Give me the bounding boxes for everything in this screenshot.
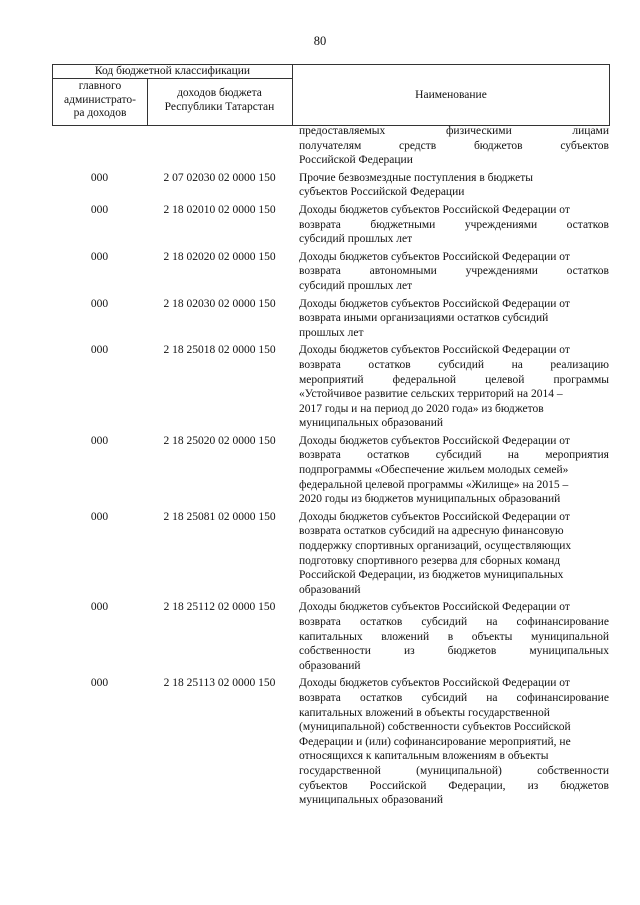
name-word: средств [399, 139, 437, 152]
table-row [52, 171, 612, 200]
income-code-cell: 2 18 25020 02 0000 150 [163, 434, 276, 447]
name-cell [299, 676, 609, 807]
name-line: капитальных вложений в объекты государственной [299, 706, 550, 719]
admin-code-cell: 000 [90, 203, 109, 216]
name-word: мероприятия [545, 449, 609, 462]
name-word: на [486, 691, 498, 704]
table-row [52, 676, 612, 807]
name-word: софинансирование [516, 616, 609, 628]
admin-code-header [52, 78, 148, 126]
name-word: субсидий [421, 616, 468, 628]
name-line: Российской Федерации [299, 154, 413, 167]
name-cell [299, 171, 609, 200]
name-word: предоставляемых [299, 125, 386, 137]
name-line: субсидий прошлых лет [299, 233, 413, 246]
name-line [299, 218, 609, 233]
name-word: получателям [299, 139, 362, 152]
name-cell [299, 600, 609, 673]
name-line [299, 764, 609, 779]
name-line: прошлых лет [299, 326, 364, 339]
name-line: подготовку спортивного резерва для сборных команд [299, 554, 561, 567]
name-word: из [527, 779, 539, 792]
table-row [52, 434, 612, 507]
name-line [299, 139, 609, 154]
page-number: 80 [313, 34, 327, 48]
name-line: Доходы бюджетов субъектов Российской Федерации от [299, 510, 570, 523]
name-cell [299, 124, 609, 168]
name-word: программы [553, 373, 609, 386]
name-word: целевой [485, 373, 525, 386]
name-cell [299, 203, 609, 247]
name-line: Доходы бюджетов субъектов Российской Федерации от [299, 250, 570, 263]
income-code-cell: 2 18 02010 02 0000 150 [163, 203, 276, 216]
name-line [299, 779, 609, 794]
name-word: вложений [381, 630, 430, 643]
budget-classification-header: Код бюджетной классификации [52, 64, 293, 79]
name-word: остатков [368, 358, 411, 371]
name-word: мероприятий [299, 373, 364, 386]
name-word: остатков [359, 616, 403, 628]
name-word: бюджетов [560, 779, 609, 792]
name-word: на [511, 358, 523, 371]
name-cell [299, 250, 609, 294]
table-row [52, 124, 612, 168]
name-word: в [447, 630, 454, 643]
income-code-header [147, 78, 293, 126]
name-line [299, 691, 609, 706]
name-line [299, 124, 609, 139]
name-line [299, 630, 609, 645]
name-word: возврата [299, 449, 341, 462]
table-row [52, 297, 612, 341]
admin-code-cell: 000 [90, 344, 109, 357]
code-header-line-1: доходов бюджета [177, 87, 262, 99]
name-word: муниципальных [529, 645, 609, 658]
income-code-cell: 2 18 02020 02 0000 150 [163, 250, 276, 263]
name-line: Доходы бюджетов субъектов Российской Федерации от [299, 297, 570, 310]
name-line: подпрограммы «Обеспечение жильем молодых семей» [299, 464, 569, 477]
name-line: образований [299, 583, 361, 596]
name-word: из [403, 645, 415, 658]
name-word: остатков [566, 218, 609, 231]
admin-code-cell: 000 [90, 601, 109, 614]
name-line: федеральной целевой программы «Жилище» на 2015 – [299, 478, 569, 491]
name-word: лицами [572, 125, 609, 137]
admin-code-cell: 000 [90, 250, 109, 263]
name-word: остатков [359, 691, 403, 704]
admin-code-cell: 000 [90, 434, 109, 447]
name-word: возврата [299, 616, 341, 628]
name-word: софинансирование [516, 691, 609, 704]
name-word: возврата [299, 265, 341, 278]
name-word: на [507, 449, 520, 462]
table-body [52, 124, 612, 808]
name-line: муниципальных образований [299, 417, 444, 430]
name-word: возврата [299, 691, 341, 704]
name-word: возврата [299, 358, 341, 371]
table-row [52, 250, 612, 294]
table-row [52, 203, 612, 247]
name-word: учреждениями [465, 265, 538, 278]
income-code-cell: 2 18 25112 02 0000 150 [163, 601, 276, 614]
name-line: возврата остатков субсидий на адресную финансовую [299, 525, 564, 538]
name-line [299, 358, 609, 373]
name-cell [299, 510, 609, 598]
name-word: субъектов [299, 779, 348, 792]
name-line: 2017 годы и на период до 2020 года» из бюджетов [299, 402, 544, 415]
name-word: бюджетов [447, 645, 497, 658]
income-code-cell: 2 18 25018 02 0000 150 [163, 344, 276, 357]
code-header-line-2: Республики Татарстан [164, 101, 275, 113]
name-word: на [486, 616, 498, 628]
name-line: (муниципальной) собственности субъектов Российской [299, 721, 571, 734]
table-row [52, 510, 612, 598]
name-line [299, 264, 609, 279]
name-line [299, 373, 609, 388]
admin-header-line-2: администрато- [64, 93, 136, 106]
name-word: субсидий [435, 449, 482, 462]
name-line: муниципальных образований [299, 794, 444, 807]
name-line: субъектов Российской Федерации [299, 186, 465, 199]
name-word: (муниципальной) [416, 764, 502, 777]
name-word: физическими [445, 125, 512, 137]
name-line: поддержку спортивных организаций, осуществляющих [299, 540, 572, 553]
name-word: собственности [537, 764, 609, 777]
name-cell [299, 434, 609, 507]
name-word: субсидий [438, 358, 485, 371]
name-line: Доходы бюджетов субъектов Российской Федерации от [299, 601, 570, 614]
name-word: реализацию [550, 358, 609, 371]
name-word: субъектов [560, 139, 609, 152]
name-word: автономными [369, 265, 437, 278]
name-line: Доходы бюджетов субъектов Российской Федерации от [299, 203, 570, 216]
income-code-cell: 2 18 25113 02 0000 150 [163, 677, 276, 690]
name-line: «Устойчивое развитие сельских территорий на 2014 – [299, 388, 563, 401]
name-word: бюджетов [473, 139, 523, 152]
admin-header-line-1: главного [78, 80, 122, 92]
name-line: Прочие безвозмездные поступления в бюджеты [299, 171, 534, 184]
name-word: государственной [299, 764, 381, 777]
name-line: 2020 годы из бюджетов муниципальных образований [299, 493, 561, 506]
name-line: относящихся к капитальным вложениям в объекты [299, 750, 549, 763]
name-word: остатков [367, 449, 410, 462]
income-code-cell: 2 18 02030 02 0000 150 [163, 297, 276, 310]
name-line [299, 615, 609, 630]
name-word: учреждениями [464, 218, 538, 231]
income-code-cell: 2 18 25081 02 0000 150 [163, 510, 276, 523]
name-line: Доходы бюджетов субъектов Российской Федерации от [299, 434, 570, 447]
table-row [52, 343, 612, 431]
name-line: Федерации и (или) софинансирование мероприятий, не [299, 735, 571, 748]
name-word: собственности [299, 645, 371, 658]
name-word: возврата [299, 218, 341, 231]
name-cell [299, 343, 609, 431]
name-line: Российской Федерации, из бюджетов муниципальных [299, 569, 564, 582]
name-line [299, 644, 609, 659]
name-word: остатков [566, 265, 609, 278]
admin-code-cell: 000 [90, 171, 109, 184]
name-line: образований [299, 659, 361, 672]
name-line: Доходы бюджетов субъектов Российской Федерации от [299, 344, 570, 357]
name-word: Федерации, [448, 779, 506, 792]
name-line [299, 448, 609, 463]
admin-code-cell: 000 [90, 510, 109, 523]
name-line: субсидий прошлых лет [299, 279, 413, 292]
name-word: федеральной [392, 373, 456, 386]
name-word: субсидий [421, 691, 468, 704]
name-word: бюджетными [370, 218, 436, 231]
name-word: Российской [369, 779, 427, 792]
name-word: объекты [471, 630, 513, 643]
admin-header-line-3: ра доходов [73, 107, 127, 119]
name-line: Доходы бюджетов субъектов Российской Федерации от [299, 677, 570, 690]
name-line: возврата иными организациями остатков субсидий [299, 312, 549, 325]
name-word: муниципальной [530, 630, 609, 643]
name-word: капитальных [299, 630, 363, 643]
table-row [52, 600, 612, 673]
admin-code-cell: 000 [90, 677, 109, 690]
admin-code-cell: 000 [90, 297, 109, 310]
name-cell [299, 297, 609, 341]
name-header: Наименование [292, 64, 610, 126]
income-code-cell: 2 07 02030 02 0000 150 [163, 171, 276, 184]
